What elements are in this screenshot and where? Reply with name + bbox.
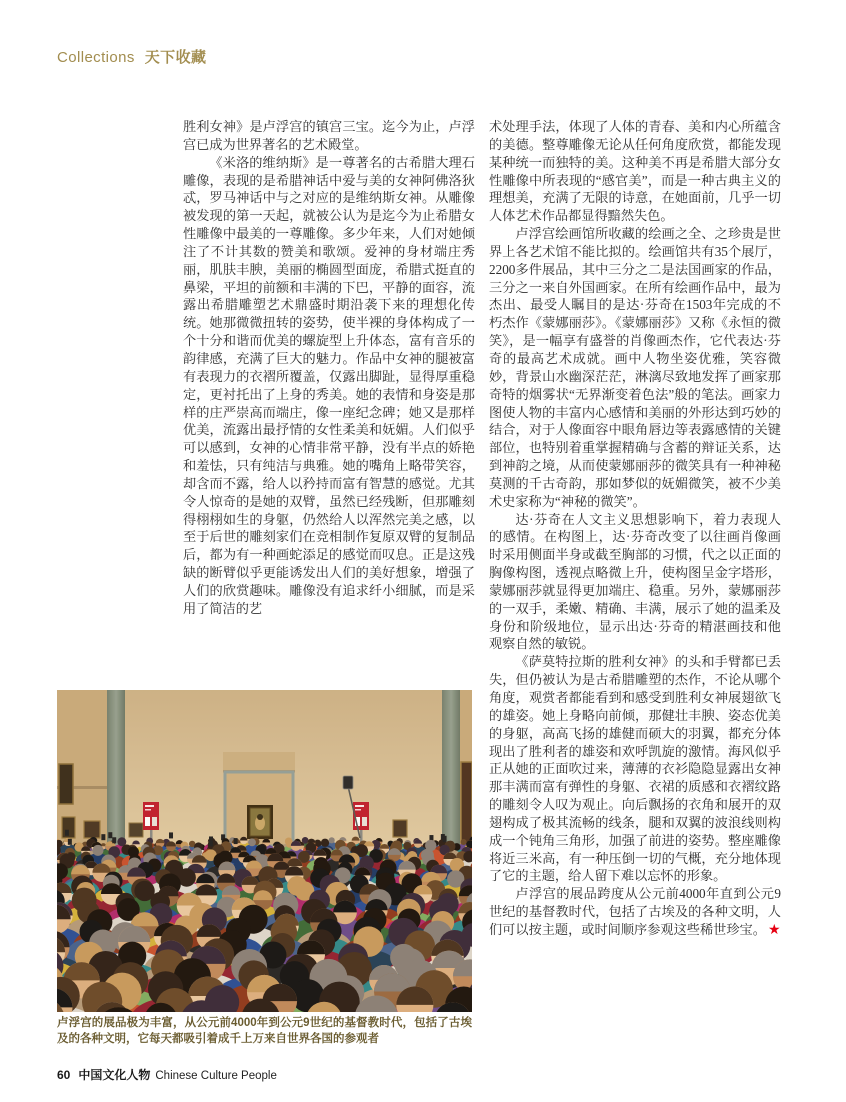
louvre-gallery-photo — [57, 690, 472, 1012]
louvre-photo-svg — [57, 690, 472, 1012]
paragraph-text: 卢浮宫的展品跨度从公元前4000年直到公元9世纪的基督教时代，包括了古埃及的各种文明，人们可以按主题，或时间顺序参观这些稀世珍宝。 — [489, 886, 781, 937]
article-column-left — [183, 118, 475, 664]
end-star-icon: ★ — [767, 920, 781, 937]
paragraph: 《米洛的维纳斯》是一尊著名的古希腊大理石雕像，表现的是希腊神话中爱与美的女神阿佛洛狄忒，罗马神话中与之对应的是维纳斯女神。从雕像被发现的第一天起，就被公认为是迄今为止希腊女性雕像中最美的一尊雕像。多少年来，人们对她倾注了不计其数的赞美和歌颂。爱神的身材端庄秀丽，肌肤丰腴，美丽的椭圆型面庞，希腊式挺直的鼻梁，平坦的前额和丰满的下巴，平静的面容，流露出希腊雕塑艺术鼎盛时期沿袭下来的理想化传统。她那微微扭转的姿势，使半裸的身体构成了一个十分和谐而优美的螺旋型上升体态，富有音乐的韵律感，充满了巨大的魅力。作品中女神的腿被富有表现力的衣褶所覆盖，仅露出脚趾，显得厚重稳定，更衬托出了上身的秀美。她的表情和身姿是那样的庄严崇高而端庄，像一座纪念碑；她又是那样优美，流露出最抒情的女性柔美和妩媚。人们似乎可以感到，女神的心情非常平静，没有半点的娇艳和羞怯，只有纯洁与典雅。她的嘴角上略带笑容，却含而不露，给人以矜持而富有智慧的感觉。尤其令人惊奇的是她的双臂，虽然已经残断，但那雕刻得栩栩如生的身躯，仍然给人以浑然完美之感，以至于后世的雕刻家们在竞相制作复原双臂的复制品后，都为有一种画蛇添足的感觉而叹息。正是这残缺的断臂似乎更能诱发出人们的美好想象，增强了人们的欣赏趣味。雕像没有追求纤小细腻，而是采用了简洁的艺 — [183, 154, 475, 616]
article-column-right — [489, 118, 781, 1038]
paragraph: 达·芬奇在人文主义思想影响下，着力表现人的感情。在构图上，达·芬奇改变了以往画肖像画时采用侧面半身或截至胸部的习惯，代之以正面的胸像构图，透视点略微上升，使构图呈金字塔形，蒙娜丽莎就显得更加端庄、稳重。另外，蒙娜丽莎的一双手，柔嫩、精确、丰满，展示了她的温柔及身份和阶级地位，显示出达·芬奇的精湛画技和他观察自然的敏锐。 — [489, 511, 781, 652]
section-name-zh: 天下收藏 — [144, 49, 207, 66]
paragraph: 胜利女神》是卢浮宫的镇宫三宝。迄今为止，卢浮宫已成为世界著名的艺术殿堂。 — [183, 119, 475, 152]
paragraph — [489, 885, 781, 939]
publication-name-en: Chinese Culture People — [155, 1070, 277, 1082]
page-number: 60 — [57, 1068, 71, 1082]
page-footer — [57, 1066, 277, 1083]
paragraph: 术处理手法，体现了人体的青春、美和内心所蕴含的美德。整尊雕像无论从任何角度欣赏，都能发现某种统一而独特的美。这种美不再是希腊大部分女性雕像中所表现的“感官美”，而是一种古典主义的理想美，充满了无限的诗意，在她面前，几乎一切人体艺术作品都显得黯然失色。 — [489, 119, 781, 224]
section-header — [57, 46, 206, 67]
publication-name-zh: 中国文化人物 — [78, 1068, 151, 1082]
photo-caption: 卢浮宫的展品极为丰富，从公元前4000年到公元9世纪的基督教时代，包括了古埃及的各种文明，它每天都吸引着成千上万来自世界各国的参观者 — [57, 1017, 472, 1045]
paragraph: 《萨莫特拉斯的胜利女神》的头和手臂都已丢失，但仍被认为是古希腊雕塑的杰作，不论从哪个角度，观赏者都能看到和感受到胜利女神展翅欲飞的雄姿。她上身略向前倾，那健壮丰腴、姿态优美的身躯，高高飞扬的雄健而硕大的羽翼，都充分体现出了胜利者的雄姿和欢呼凯旋的激情。海风似乎正从她的正面吹过来，薄薄的衣衫隐隐显露出女神那丰满而富有弹性的身躯、衣裙的质感和衣褶纹路的雕刻令人叹为观止。向后飘扬的衣角和展开的双翅构成了极其流畅的线条，腿和双翼的波浪线则构成一个钝角三角形，加强了前进的姿势。整座雕像将近三米高，有一种压倒一切的气概，充分地体现了它的主题，给人留下难以忘怀的形象。 — [489, 654, 781, 884]
section-name-en: Collections — [57, 49, 135, 66]
paragraph: 卢浮宫绘画馆所收藏的绘画之全、之珍贵是世界上各艺术馆不能比拟的。绘画馆共有35个展厅，2200多件展品，其中三分之二是法国画家的作品，三分之一来自外国画家。在所有绘画作品中，最为杰出、最受人瞩目的是达·芬奇在1503年完成的不朽杰作《蒙娜丽莎》。《蒙娜丽莎》又称《永恒的微笑》，是一幅享有盛誉的肖像画杰作，它代表达·芬奇的最高艺术成就。画中人物坐姿优雅，笑容微妙，背景山水幽深茫茫，淋漓尽致地发挥了画家那奇特的烟雾状“无界渐变着色法”般的笔法。画家力图使人物的丰富内心感情和美丽的外形达到巧妙的结合，对于人像面容中眼角唇边等表露感情的关键部位，也特别着重掌握精确与含蓄的辩证关系，达到神韵之境，从而使蒙娜丽莎的微笑具有一种神秘莫测的千古奇韵，那如梦似的妩媚微笑，被不少美术史家称为“神秘的微笑”。 — [489, 226, 781, 509]
